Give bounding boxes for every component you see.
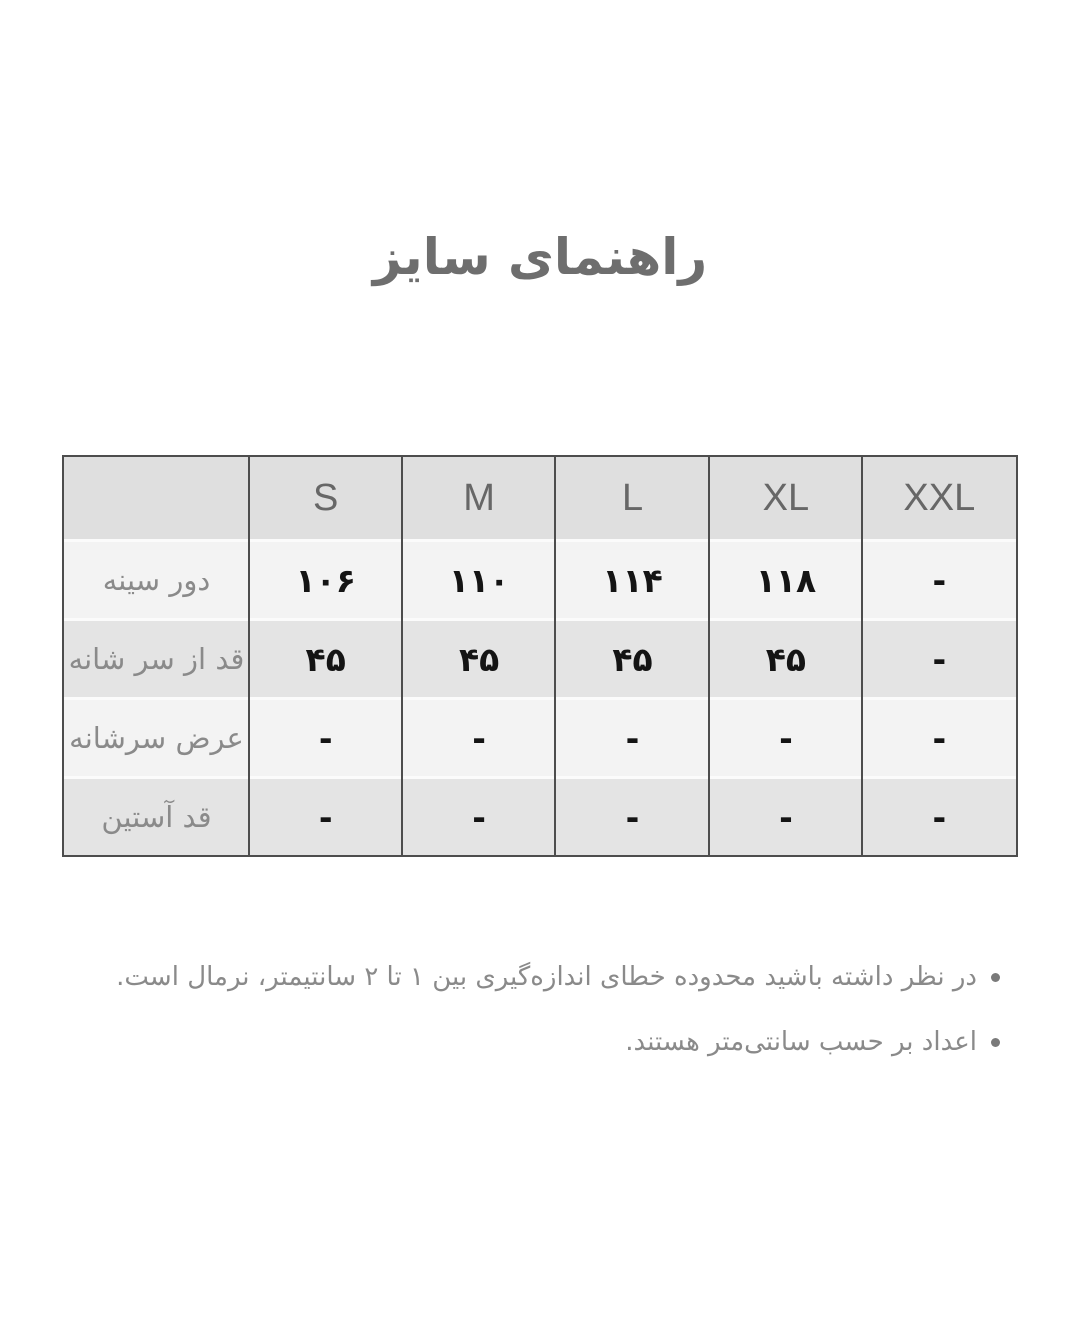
value-cell: - — [932, 560, 947, 600]
value-cell: - — [472, 718, 486, 758]
note-item — [80, 960, 1000, 994]
value-cell: ۴۵ — [765, 639, 807, 679]
value-cell: - — [932, 718, 947, 758]
value-cell: - — [625, 797, 640, 837]
note-text-units: اعداد بر حسب سانتی‌متر هستند. — [625, 1027, 977, 1057]
footnotes — [80, 960, 1000, 1059]
column-divider — [401, 457, 403, 855]
value-cell: - — [472, 797, 486, 837]
table-header-row — [64, 457, 1016, 539]
value-cell: - — [318, 718, 333, 758]
table-row-chest — [64, 539, 1016, 618]
size-table — [62, 455, 1018, 857]
bullet-icon — [991, 973, 1000, 982]
column-divider — [554, 457, 556, 855]
value-cell: - — [625, 718, 640, 758]
value-cell: ۴۵ — [305, 639, 346, 679]
size-guide-title: راهنمای سایز — [372, 228, 708, 286]
column-header-m: M — [463, 476, 495, 519]
column-header-xxl: XXL — [903, 476, 976, 519]
value-cell: ۴۵ — [612, 639, 653, 679]
table-row-shoulder-width — [64, 697, 1016, 776]
value-cell: - — [932, 639, 947, 679]
column-divider — [708, 457, 710, 855]
corner-cell — [64, 457, 249, 539]
value-cell: ۱۱۰ — [448, 560, 510, 600]
value-cell: ۴۵ — [458, 639, 500, 679]
row-label-sleeve-length: قد آستین — [101, 800, 212, 834]
value-cell: ۱۰۶ — [295, 560, 356, 600]
table-row-sleeve-length — [64, 776, 1016, 855]
bullet-icon — [991, 1038, 1000, 1047]
note-text-measurement-error: در نظر داشته باشید محدوده خطای اندازه‌گیری بین ۱ تا ۲ سانتیمتر، نرمال است. — [116, 962, 977, 992]
column-header-xl: XL — [762, 476, 810, 519]
column-divider — [861, 457, 863, 855]
value-cell: ۱۱۸ — [755, 560, 817, 600]
column-divider — [248, 457, 250, 855]
note-item — [80, 1025, 1000, 1059]
value-cell: - — [779, 797, 793, 837]
value-cell: - — [318, 797, 333, 837]
row-label-chest: دور سینه — [102, 563, 211, 597]
value-cell: ۱۱۴ — [602, 560, 663, 600]
row-label-shoulder-width: عرض سرشانه — [69, 721, 244, 755]
value-cell: - — [932, 797, 947, 837]
column-header-l: L — [621, 476, 644, 519]
column-header-s: S — [313, 476, 339, 519]
row-label-shoulder-length: قد از سر شانه — [68, 642, 245, 676]
value-cell: - — [779, 718, 793, 758]
table-row-shoulder-length — [64, 618, 1016, 697]
